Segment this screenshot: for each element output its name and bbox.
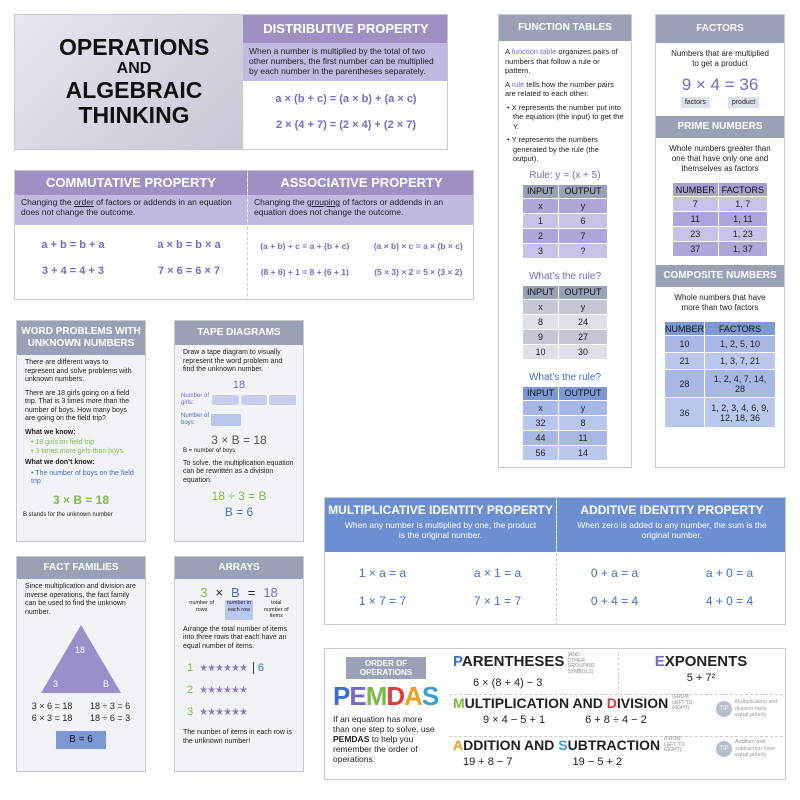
pemdas-letter: D <box>386 681 405 711</box>
title-line-2: AND <box>116 60 152 77</box>
ft1-cell: 2 <box>523 228 559 243</box>
pemdas-left <box>325 649 447 780</box>
composite-cell: 1, 3, 7, 21 <box>705 353 776 370</box>
pemdas-desc <box>333 714 439 764</box>
prime-title: PRIME NUMBERS <box>656 116 784 138</box>
wp-k2-text: 3 times more girls than boys <box>35 447 123 455</box>
array-row <box>187 679 291 701</box>
ft3-head-output: OUTPUT <box>559 386 608 400</box>
title-line-3: ALGEBRAIC <box>65 77 203 103</box>
exponents-cell <box>619 653 783 694</box>
prime-head-factors: FACTORS <box>718 183 767 197</box>
associative-title: ASSOCIATIVE PROPERTY <box>248 171 474 195</box>
ft3-cell: 8 <box>559 415 608 430</box>
ft-p1-post: organizes pairs of numbers that follow a rule or pattern. <box>505 47 618 75</box>
as-eq: 19 − 5 + 2 <box>572 755 623 768</box>
add-identity-eq: 0 + a = a <box>590 566 639 580</box>
word-problems-card <box>16 320 146 542</box>
ft2-cell: y <box>559 299 608 314</box>
ft2-head-input: INPUT <box>523 285 559 299</box>
pemdas-word <box>333 681 439 712</box>
composite-title: COMPOSITE NUMBERS <box>656 265 784 287</box>
word-problems-k2: • 3 times more girls than boys <box>31 447 123 455</box>
distributive-title: DISTRIBUTIVE PROPERTY <box>243 15 448 43</box>
factors-eq: 9 × 4 = 36 <box>681 75 759 94</box>
word-problems-p2: There are 18 girls going on a field trip. That is 3 times more than the number of boys. How many boys are going on the field trip? <box>25 389 130 422</box>
associative-panel <box>247 171 474 300</box>
add-identity-eq: 0 + 4 = 4 <box>590 594 639 608</box>
function-table-2 <box>522 285 608 360</box>
function-table-3 <box>522 386 608 461</box>
tape-girls-row <box>175 393 303 407</box>
arrays-eq-rows: 3 <box>200 585 208 600</box>
composite-cell: 28 <box>665 370 705 398</box>
factors-label: factors <box>681 97 710 108</box>
tape-note: B = number of boys <box>183 447 236 454</box>
add-identity-panel <box>556 498 786 625</box>
composite-cell: 21 <box>665 353 705 370</box>
fact-row-2 <box>17 713 145 723</box>
prime-cell: 37 <box>673 242 719 257</box>
mult-identity-desc: When any number is multiplied by one, the product is the original number. <box>344 520 537 540</box>
tip-badge-icon: TIP <box>716 741 732 757</box>
tape-eq: 3 × B = 18 <box>211 432 267 447</box>
pemdas-letter: P <box>333 681 350 711</box>
ft3-cell: 11 <box>559 430 608 445</box>
md-eq: 6 + 8 ÷ 4 − 2 <box>585 713 647 726</box>
pemdas-letter: A <box>404 681 422 711</box>
as-tip-text: Addition and subtraction have equal priority <box>735 739 776 758</box>
title-line-4: THINKING <box>78 102 190 128</box>
pemdas-right <box>449 653 783 777</box>
composite-desc: Whole numbers that have more than two factors <box>674 293 766 312</box>
array-row-number: 3 <box>187 706 194 718</box>
ft3-cell: x <box>523 400 559 415</box>
mult-identity-row-2 <box>325 594 556 608</box>
word-problems-k1: • 18 girls on field trip <box>31 439 95 446</box>
commutative-desc <box>15 195 247 225</box>
ft-p2-highlight: rule <box>511 79 525 89</box>
fact-triangle <box>41 625 121 693</box>
arrays-grid <box>175 657 303 723</box>
commutative-eq-2a: 3 + 4 = 4 + 3 <box>41 265 105 277</box>
parentheses-title: PARENTHESES <box>453 653 565 670</box>
word-problems-dont: What we don’t know: <box>25 459 95 466</box>
word-problems-p1: There are different ways to represent and solve problems with unknown numbers. <box>25 359 132 383</box>
parentheses-eq: 6 × (8 + 4) − 3 <box>473 677 543 689</box>
array-count: 6 <box>253 662 264 674</box>
commutative-title: COMMUTATIVE PROPERTY <box>15 171 247 195</box>
arrays-foot: The number of items in each row is the unknown number! <box>183 729 292 745</box>
commutative-eq-1b: a × b = b × a <box>157 239 221 251</box>
word-problems-note: B stands for the unknown number <box>23 511 113 518</box>
tape-eq2: 18 ÷ 3 = B <box>211 489 267 503</box>
pemdas-row-md <box>449 695 783 737</box>
ft1-cell: 6 <box>559 213 608 228</box>
tip-badge-icon: TIP <box>716 701 732 717</box>
function-table-1 <box>522 184 608 259</box>
mult-identity-eq: 7 × 1 = 7 <box>473 594 522 608</box>
triangle-right: B <box>103 679 110 689</box>
ft2-cell: 10 <box>523 344 559 359</box>
function-tables-p1 <box>505 47 625 76</box>
function-question-1: What’s the rule? <box>528 270 602 282</box>
prime-desc: Whole numbers greater than one that have only one and themselves as factors <box>669 144 771 173</box>
arrays-desc: Arrange the total number of items into three rows that each have an equal number of items. <box>183 625 287 650</box>
add-identity-eq: a + 0 = a <box>705 566 754 580</box>
ft1-cell: 1 <box>523 213 559 228</box>
prime-cell: 11 <box>673 212 719 227</box>
array-row <box>187 701 291 723</box>
associative-desc-post: of factors or addends in an equation does not change the outcome. <box>254 197 444 217</box>
ft-b2-text: Y represents the numbers generated by the rule (the output). <box>511 135 599 163</box>
function-rule: Rule: y = (x + 5) <box>529 169 601 181</box>
tape-diagrams-card <box>174 320 304 542</box>
fact-families-title: FACT FAMILIES <box>17 557 145 579</box>
mult-identity-row-1 <box>325 566 556 580</box>
composite-cell: 1, 2, 4, 7, 14, 28 <box>705 370 776 398</box>
tape-girls-bar <box>211 394 297 406</box>
ft1-cell: 3 <box>523 243 559 258</box>
function-tables-card <box>498 14 632 468</box>
ft1-cell: 7 <box>559 228 608 243</box>
ft1-cell: y <box>559 198 608 213</box>
parentheses-cell <box>449 653 619 694</box>
md-title: MULTIPLICATION AND DIVISION <box>453 695 669 712</box>
pemdas-row-as <box>449 737 783 777</box>
pemdas-desc-bold: PEMDAS <box>333 734 370 744</box>
associative-desc-pre: Changing the <box>254 197 307 207</box>
exponents-eq: 5 + 7² <box>686 672 716 684</box>
arrays-title: ARRAYS <box>175 557 303 579</box>
distributive-panel <box>243 15 448 150</box>
arrays-eq <box>175 585 303 600</box>
ft3-cell: 56 <box>523 445 559 460</box>
ft-p1-highlight: function table <box>511 47 557 56</box>
associative-eq-2a: (8 + 6) + 1 = 8 + (6 + 1) <box>260 267 349 277</box>
pemdas-order-label: ORDER OF OPERATIONS <box>346 657 426 679</box>
array-stars: ★★★★★★ <box>199 706 247 718</box>
associative-eq-row-1 <box>248 241 474 251</box>
ft3-cell: y <box>559 400 608 415</box>
composite-table <box>664 321 776 428</box>
pemdas-letter: M <box>365 681 387 711</box>
ft2-cell: 24 <box>559 314 608 329</box>
associative-eq-row-2 <box>248 267 474 277</box>
fact-eq: 3 × 6 = 18 <box>31 701 73 711</box>
factors-card <box>655 14 785 468</box>
add-identity-title: ADDITIVE IDENTITY PROPERTY <box>580 503 764 517</box>
ft2-cell: 9 <box>523 329 559 344</box>
md-eq: 9 × 4 − 5 + 1 <box>483 713 546 726</box>
ft-p2-pre: A <box>505 79 512 89</box>
array-row-number: 1 <box>187 662 194 674</box>
add-identity-desc: When zero is added to any number, the sum is the original number. <box>577 520 767 540</box>
prime-cell: 23 <box>673 227 719 242</box>
ft2-cell: 27 <box>559 329 608 344</box>
function-question-2: What’s the rule? <box>528 371 602 383</box>
triangle-left: 3 <box>53 679 59 689</box>
distributive-eq-1: a × (b + c) = (a × b) + (a × c) <box>275 93 417 105</box>
ft1-cell: ? <box>559 243 608 258</box>
distributive-eq-2: 2 × (4 + 7) = (2 × 4) + (2 × 7) <box>275 119 417 131</box>
commutative-desc-pre: Changing the <box>21 197 74 207</box>
mult-identity-eq: 1 × a = a <box>358 566 407 580</box>
tape-total: 18 <box>232 378 246 391</box>
pemdas-letter: E <box>349 681 366 711</box>
add-identity-eq: 4 + 0 = 4 <box>705 594 754 608</box>
ft-b1-text: X represents the number put into the equation (the input) to get the Y. <box>511 102 624 131</box>
wp-k1-text: 18 girls on field trip <box>35 439 95 446</box>
prime-cell: 1, 11 <box>718 212 767 227</box>
title-line-1: OPERATIONS <box>59 34 210 60</box>
triangle-top: 18 <box>75 645 86 655</box>
prime-head-number: NUMBER <box>673 183 719 197</box>
composite-cell: 1, 2, 5, 10 <box>705 336 776 353</box>
function-tables-b2: • Y represents the numbers generated by the rule (the output). <box>507 135 599 163</box>
exponents-title: EXPONENTS <box>654 653 748 670</box>
fact-eq: 18 ÷ 3 = 6 <box>89 701 131 711</box>
array-row <box>187 657 291 679</box>
factors-labels <box>656 97 784 108</box>
word-problems-know: What we know: <box>25 428 76 436</box>
arrays-eq-unknown: B <box>231 585 240 600</box>
word-problems-title: WORD PROBLEMS WITH UNKNOWN NUMBERS <box>17 321 145 355</box>
fact-row-1 <box>17 701 145 711</box>
ft1-head-input: INPUT <box>523 184 559 198</box>
composite-cell: 1, 2, 3, 4, 6, 9, 12, 18, 36 <box>705 398 776 428</box>
mult-identity-header <box>325 498 556 552</box>
parentheses-title-text: ARENTHESES <box>461 653 565 670</box>
add-identity-row-2 <box>557 594 786 608</box>
tape-boys-row <box>175 413 303 427</box>
distributive-desc: When a number is multiplied by the total of two other numbers, the first number can be multiplied by each number in the parentheses separately. <box>243 43 448 81</box>
pemdas-row-pe <box>449 653 783 695</box>
as-sub: (FROM LEFT TO RIGHT) <box>664 736 685 753</box>
arrays-eq-times: × <box>215 585 224 600</box>
tape-boys-label: Number of boys: <box>181 412 210 426</box>
ft2-cell: 8 <box>523 314 559 329</box>
ft-p1-pre: A <box>505 47 512 56</box>
ft3-cell: 14 <box>559 445 608 460</box>
title-panel <box>15 15 243 150</box>
composite-head-factors: FACTORS <box>705 322 776 336</box>
word-problems-body <box>17 355 145 491</box>
associative-eq-1a: (a + b) + c = a + (b + c) <box>260 241 350 251</box>
prime-table <box>672 182 768 257</box>
tape-desc: Draw a tape diagram to visually represent the word problem and find the unknown number. <box>183 349 283 373</box>
md-sub: (FROM LEFT TO RIGHT) <box>672 694 693 711</box>
md-tip <box>716 699 781 719</box>
tape-desc2: To solve, the multiplication equation can be rewritten as a division equation. <box>183 459 294 484</box>
function-tables-p2 <box>505 80 625 99</box>
commutative-eq-row-2 <box>15 265 247 277</box>
wp-d1-text: The number of boys on the field trip <box>31 469 134 485</box>
word-problems-eq: 3 × B = 18 <box>52 492 110 507</box>
commutative-desc-post: of factors or addends in an equation does not change the outcome. <box>21 197 232 217</box>
commutative-panel <box>15 171 247 300</box>
associative-desc <box>248 195 474 225</box>
md-tip-text: Multiplication and division have equal priority <box>735 699 778 718</box>
function-tables-b1: • X represents the number put into the equation (the input) to get the Y. <box>507 102 624 131</box>
associative-eq-2b: (5 × 3) × 2 = 5 × (3 × 2) <box>374 267 463 277</box>
fact-eq: 6 × 3 = 18 <box>31 713 73 723</box>
composite-cell: 36 <box>665 398 705 428</box>
pemdas-card <box>324 648 786 780</box>
fact-answer: B = 6 <box>56 731 106 749</box>
main-title <box>59 35 209 128</box>
ft3-cell: 44 <box>523 430 559 445</box>
fact-families-card <box>16 556 146 772</box>
commutative-associative-card <box>14 170 474 300</box>
fact-families-desc: Since multiplication and division are inverse operations, the fact family can be used to find the unknown number. <box>25 583 136 616</box>
commutative-eq-2b: 7 × 6 = 6 × 7 <box>157 265 221 277</box>
ft3-head-input: INPUT <box>523 386 559 400</box>
arrays-eq-labels <box>175 600 303 620</box>
word-problems-d1: • The number of boys on the field trip <box>31 469 134 485</box>
add-identity-header <box>557 498 786 552</box>
mult-identity-panel <box>325 498 556 625</box>
arrays-label: number in each row <box>225 600 253 620</box>
add-identity-row-1 <box>557 566 786 580</box>
commutative-eq-row-1 <box>15 239 247 251</box>
ft2-cell: 30 <box>559 344 608 359</box>
ft2-cell: x <box>523 299 559 314</box>
arrays-eq-equals: = <box>247 585 256 600</box>
tape-answer: B = 6 <box>224 505 254 519</box>
function-tables-title: FUNCTION TABLES <box>499 15 631 41</box>
as-title: ADDITION AND SUBTRACTION <box>453 737 661 754</box>
parentheses-sub: (AND OTHER GROUPING SYMBOLS) <box>567 652 595 675</box>
fact-eq: 18 ÷ 6 = 3 <box>89 713 131 723</box>
mult-identity-title: MULTIPLICATIVE IDENTITY PROPERTY <box>328 503 553 517</box>
arrays-eq-total: 18 <box>263 585 278 600</box>
identity-card <box>324 497 786 625</box>
factors-desc: Numbers that are multiplied to get a product <box>671 49 769 68</box>
associative-eq-1b: (a × b) × c = a × (b × c) <box>373 241 463 251</box>
product-label: product <box>728 97 759 108</box>
array-row-number: 2 <box>187 684 194 696</box>
composite-cell: 10 <box>665 336 705 353</box>
composite-head-number: NUMBER <box>665 323 705 334</box>
title-distributive-card <box>14 14 448 150</box>
commutative-eq-1a: a + b = b + a <box>41 239 105 251</box>
ft1-cell: x <box>523 198 559 213</box>
ft3-cell: 32 <box>523 415 559 430</box>
prime-cell: 1, 37 <box>718 242 767 257</box>
prime-cell: 1, 23 <box>718 227 767 242</box>
tape-girls-label: Number of girls: <box>181 392 210 406</box>
as-tip <box>716 739 781 759</box>
pemdas-desc-post: to help you remember the order of operations. <box>333 734 418 764</box>
mult-identity-eq: a × 1 = a <box>473 566 522 580</box>
arrays-card <box>174 556 304 772</box>
associative-desc-underline: grouping <box>306 197 341 207</box>
commutative-desc-underline: order <box>73 197 94 207</box>
prime-cell: 7 <box>673 197 719 212</box>
ft-p2-post: tells how the number pairs are related to each other. <box>505 79 614 98</box>
arrays-label: number of rows <box>189 600 215 613</box>
pemdas-letter: S <box>421 681 439 711</box>
prime-cell: 1, 7 <box>718 197 767 212</box>
array-stars: ★★★★★★ <box>199 662 247 674</box>
factors-title: FACTORS <box>656 15 784 43</box>
arrays-label: total number of items <box>263 600 289 619</box>
ft1-head-output: OUTPUT <box>559 184 608 198</box>
ft2-head-output: OUTPUT <box>559 285 608 299</box>
tape-title: TAPE DIAGRAMS <box>175 321 303 345</box>
mult-identity-eq: 1 × 7 = 7 <box>358 594 407 608</box>
function-tables-text <box>499 41 631 164</box>
tape-boys-bar <box>211 414 241 426</box>
pemdas-desc-pre: If an equation has more than one step to solve, use <box>333 714 435 734</box>
as-eq: 19 + 8 − 7 <box>463 755 513 768</box>
array-stars: ★★★★★★ <box>199 684 247 696</box>
